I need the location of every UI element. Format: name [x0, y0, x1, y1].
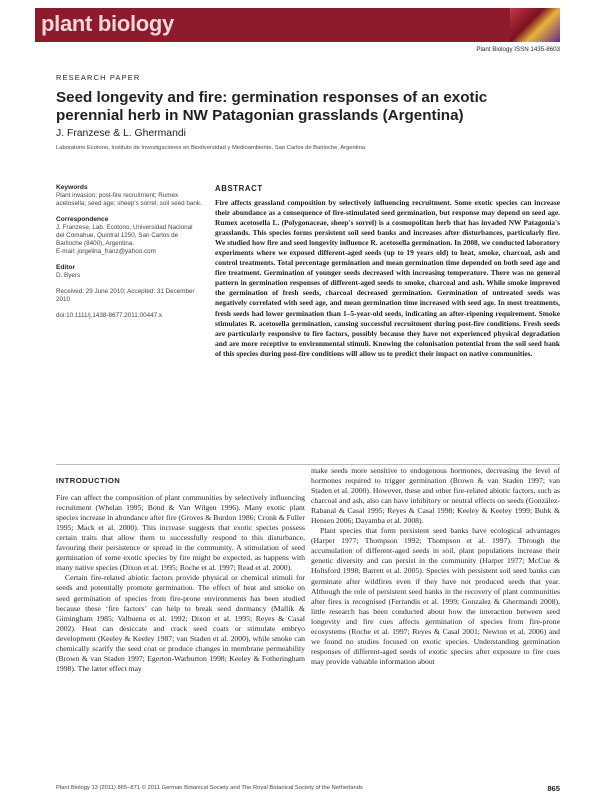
editor-block — [56, 264, 202, 280]
body-column-right — [311, 466, 560, 667]
body-paragraph: Fire can affect the composition of plant communities by selectively influencing recruitment (Whelan 1995; Bond & Van Wilgen 1996). Many exotic plant species increase in abundance after fire (Groves & Burdon 1986; Cronk & Fuller 1995; Mack et al. 2000). This increase suggests that exotic species possess certain traits that allow them to successfully respond to this disturbance, favouring their persistence or spread in the community. A stimulation of seed germination of some exotic species by fire might be expected, as happens with many native species (Dixon et al. 1995; Roche et al. 1997; Read et al. 2000). — [56, 493, 305, 573]
doi-link[interactable]: doi:10.1111/j.1438-8677.2011.00447.x — [56, 312, 162, 319]
doi-block — [56, 312, 202, 320]
correspondence-email[interactable]: E-mail: jorgelina_franz@yahoo.com — [56, 248, 156, 255]
footer-citation: Plant Biology 13 (2011) 865–871 © 2011 German Botanical Society and The Royal Botanical Society of the Netherlands — [56, 785, 363, 791]
body-paragraph: make seeds more sensitive to endogenous hormones, decreasing the level of hormones required to trigger germination (Brown & van Staden 1997; van Staden et al. 2000). However, these and other fire-related abiotic factors, such as charcoal and ash, also can have inhibitory or neutral effects on seeds (González-Rabanal & Casal 1995; Reyes & Casal 1998; Keeley & Keeley 1999; Buhk & Hensen 2006; Dayamba et al. 2008). — [311, 466, 560, 526]
body-paragraph: Plant species that form persistent seed banks have ecological advantages (Harper 1977; Thompson 1992; Thompson et al. 1997). Through the accumulation of different-aged seeds in soil, plant populations increase their genetic diversity and can persist in the community (Harper 1977; McCue & Holtsford 1998; Barrett et al. 2005). Species with persistent soil seed banks can germinate after wildfires even if they have not produced seeds that year. Although the role of persistent seed banks in the recovery of plant communities after fires is recognised (Ferrandis et al. 1999; Gonzalez & Ghermandi 2008), little research has been conducted about how the interaction between seed longevity and fire cues affects germination of species from fire-prone ecosystems (Roche et al. 1997; Reyes & Casal 2001; Newton et al. 2006) and we found no studies focused on exotic species. Understanding germination responses of different-aged seeds of exotic species after exposure to fire cues may provide valuable information about — [311, 526, 560, 666]
banner-flower-image — [510, 8, 560, 42]
keywords-block — [56, 184, 202, 208]
article-title: Seed longevity and fire: germination responses of an exotic perennial herb in NW Patagonian grasslands (Argentina) — [56, 89, 488, 124]
keywords-heading: Keywords — [56, 184, 88, 191]
introduction-heading: INTRODUCTION — [56, 476, 121, 485]
page-number: 865 — [547, 784, 560, 793]
received-accepted-dates: Received: 29 June 2010; Accepted: 31 December 2010 — [56, 288, 195, 303]
article-section-label: RESEARCH PAPER — [56, 73, 141, 82]
abstract-text: Fire affects grassland composition by selectively influencing recruitment. Some exotic species can increase their abundance as a consequence of fire-stimulated seed germination, but response may depend on seed age. Rumex acetosella L. (Polygonaceae, sheep's sorrel) is a cosmopolitan herb that has invaded NW Patagonia's grasslands. This species forms persistent soil seed banks and increases after disturbances, particularly fire. We studied how fire and seed longevity influence R. acetosella germination. In 2008, we conducted laboratory experiments where we exposed different-aged seeds (up to 19 years old) to heat, smoke, charcoal, ash and control treatments. Total percentage germination and mean germination time depended on both seed age and fire treatment. Germination of younger seeds decreased with increasing temperature. There was no general pattern in germination responses of different-aged seeds to smoke, charcoal and ash. While smoke improved the germination of fresh seeds, charcoal decreased germination. Germination of untreated seeds was negatively correlated with seed age, and mean germination time increased with seed age. In most treatments, fresh seeds had lower germination than 1–5-year-old seeds, indicating an after-ripening requirement. Smoke stimulates R. acetosella germination, causing successful recruitment during post-fire conditions. Fresh seeds are particularly responsive to fire factors, possibly because they have not experienced physical degradation and are more receptive to environmental stimuli. Knowing the colonisation potential from the soil seed bank of this species during post-fire conditions will allow us to predict their impact on native communities. — [215, 198, 560, 358]
correspondence-heading: Correspondence — [56, 216, 109, 223]
correspondence-block — [56, 216, 202, 256]
dates-block — [56, 288, 202, 304]
editor-name: D. Byers — [56, 272, 81, 279]
section-divider — [56, 464, 560, 465]
abstract-heading: ABSTRACT — [215, 184, 263, 193]
correspondence-address: J. Franzese, Lab. Ecotono, Universidad Nacional del Comahue, Quintral 1250, San Carlos de Bariloche (8400), Argentina. — [56, 224, 193, 247]
journal-logo: plant biology — [41, 11, 174, 36]
keywords-text: Plant invasion; post-fire recruitment; Rumex acetosella; seed age; sheep's sorrel; soil seed bank. — [56, 192, 202, 207]
journal-issn: Plant Biology ISSN 1435-8603 — [476, 46, 560, 53]
article-authors: J. Franzese & L. Ghermandi — [56, 128, 186, 139]
body-column-left — [56, 466, 305, 674]
article-meta-column — [56, 184, 202, 328]
article-affiliation: Laboratorio Ecotono, Instituto de Investigaciones en Biodiversidad y Medioambiente, San Carlos de Bariloche, Argentina — [56, 145, 366, 151]
journal-banner — [35, 8, 560, 42]
page-footer — [56, 785, 560, 791]
body-paragraph: Certain fire-related abiotic factors provide physical or chemical stimuli for seeds and potentially promote germination. The effect of heat and smoke on seed germination of species from fire-prone environments has been studied because these ‘fire factors’ can help to break seed dormancy (Mallik & Gimingham 1985; Valbuena et al. 1992; Dixon et al. 1995; Reyes & Casal 2002). Heat can desiccate and crack seed coats or stimulate embryo development (Keeley & Keeley 1987; van Staden et al. 2000), while smoke can chemically scarify the seed coat or produce changes in membrane permeability (Brown & van Staden 1997; Egerton-Warburton 1998; Keeley & Fotheringham 1998). The latter effect may — [56, 573, 305, 673]
editor-heading: Editor — [56, 264, 76, 271]
abstract-section — [215, 184, 560, 359]
